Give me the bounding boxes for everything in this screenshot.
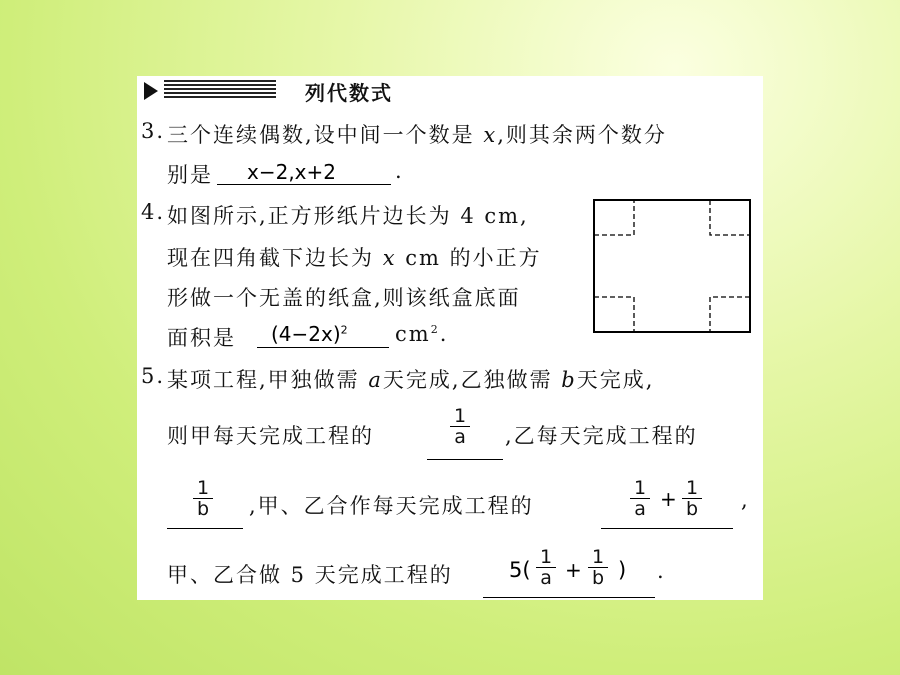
q5-answer4-fraction1 [536,547,556,588]
q5-answer3-num1: 1 [634,477,647,499]
q4-line2-a: 现在四角截下边长为 [167,246,374,270]
q5-line4: 甲、乙合做 5 天完成工程的 [167,563,453,587]
q5-answer1-fraction [450,406,470,447]
q3-line1 [167,119,667,149]
q5-answer4-den1: a [536,567,556,588]
q5-line1 [167,364,654,394]
play-triangle-icon [144,82,158,100]
q5-line1-a: 某项工程,甲独做需 [167,368,360,392]
q5-answer3-plus: + [660,487,677,511]
q5-answer2-fraction [193,478,213,519]
q5-answer4-suffix: ) [618,558,627,582]
q3-line2-label: 别是 [167,163,213,187]
section-title: 列代数式 [305,81,393,105]
q5-answer4-prefix: 5( [509,558,531,582]
q4-answer-base: (4−2x) [271,322,341,346]
q5-variable-b: b [561,368,577,392]
q5-line2-b: ,乙每天完成工程的 [505,424,698,448]
q5-answer4-plus: + [565,558,582,582]
q5-line1-b: 天完成,乙独做需 [382,368,553,392]
q5-answer1-numerator: 1 [454,405,467,427]
q5-answer3-num2: 1 [686,477,699,499]
q3-number: 3. [141,119,166,143]
square-paper-diagram [592,198,752,334]
q4-answer-underline [257,347,389,348]
q4-unit [395,322,448,346]
q5-answer3-den1: a [630,498,650,519]
q5-answer3-fraction2 [682,478,702,519]
q5-answer2-underline [167,528,243,529]
q5-answer4-underline [483,597,655,598]
q5-answer4-num2: 1 [592,546,605,568]
q4-line2 [167,242,542,272]
exercise-card [137,76,763,600]
q5-answer4-expression [509,547,639,593]
q5-line1-c: 天完成, [576,368,655,392]
q4-period: . [439,322,449,346]
q5-line3: ,甲、乙合作每天完成工程的 [249,494,534,518]
q4-unit-base: cm [395,322,431,346]
q5-answer1-denominator: a [450,426,470,447]
q4-line3: 形做一个无盖的纸盒,则该纸盒底面 [167,286,521,310]
q4-unit-exponent: 2 [430,323,440,336]
q4-answer-exponent: 2 [340,323,348,337]
q4-line1: 如图所示,正方形纸片边长为 4 cm, [167,204,529,228]
q5-answer3-underline [601,528,733,529]
q3-text-a: 三个连续偶数,设中间一个数是 [167,123,475,147]
q5-answer2-denominator: b [193,498,213,519]
q4-line2-b: cm 的小正方 [405,246,542,270]
q3-answer-underline [217,184,391,185]
q5-number: 5. [141,364,166,388]
q3-period: . [395,159,404,183]
q5-line3-comma: , [741,488,750,512]
q4-number: 4. [141,200,166,224]
q3-variable: x [483,123,498,147]
q5-answer3-fraction1 [630,478,650,519]
q5-answer4-den2: b [588,567,608,588]
q5-line4-period: . [657,559,666,583]
q3-answer: x−2,x+2 [247,160,336,184]
q4-answer [271,322,348,346]
q5-variable-a: a [368,368,383,392]
section-tag-decoration [164,80,276,100]
q3-text-b: ,则其余两个数分 [497,123,667,147]
q4-variable: x [382,246,397,270]
q5-line2-a: 则甲每天完成工程的 [167,424,374,448]
q5-answer4-fraction2 [588,547,608,588]
q5-answer4-num1: 1 [540,546,553,568]
q5-answer1-underline [427,459,503,460]
q5-answer2-numerator: 1 [197,477,210,499]
q4-line4-label: 面积是 [167,326,236,350]
q5-answer3-den2: b [682,498,702,519]
